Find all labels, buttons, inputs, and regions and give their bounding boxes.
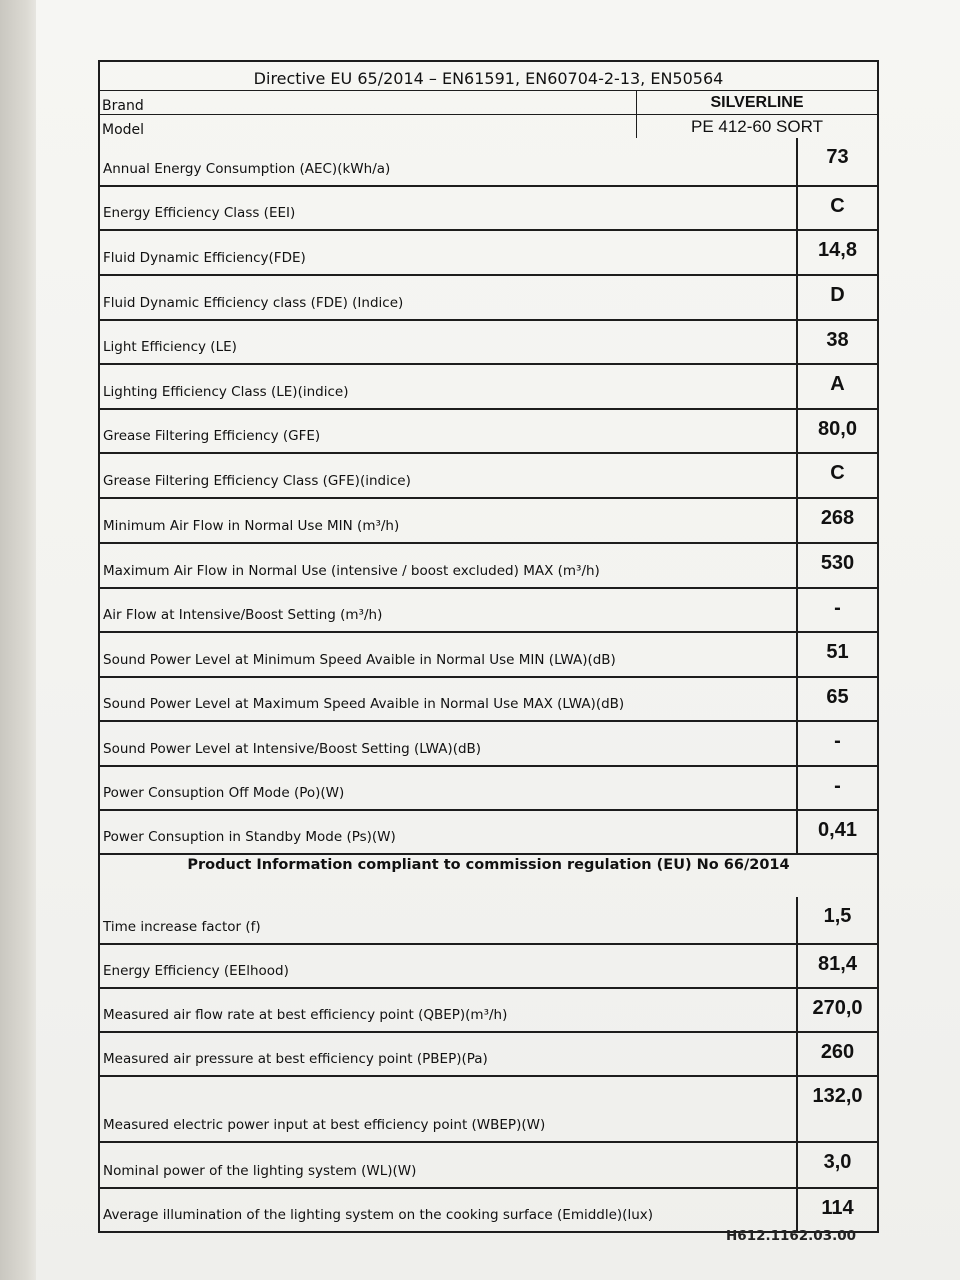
row-value: C (830, 462, 845, 484)
table-row (100, 274, 877, 319)
table-row (100, 1141, 877, 1187)
row-value: - (834, 730, 841, 752)
row-value: 3,0 (823, 1151, 852, 1173)
row-label: Lighting Efficiency Class (LE)(indice) (100, 365, 798, 408)
row-value: 270,0 (812, 997, 863, 1019)
row-value: C (830, 195, 845, 217)
row-value: 530 (820, 552, 855, 574)
table-row (100, 809, 877, 853)
brand-value: SILVERLINE (710, 93, 804, 111)
row-value: 1,5 (823, 905, 852, 927)
table-row (100, 897, 877, 943)
table-row (100, 943, 877, 987)
table-row (100, 497, 877, 542)
table-row (100, 1031, 877, 1075)
model-row (100, 114, 877, 138)
row-label: Power Consuption in Standby Mode (Ps)(W) (100, 811, 798, 853)
row-value: - (834, 775, 841, 797)
row-value: 51 (826, 641, 849, 663)
row-label: Time increase factor (f) (100, 897, 798, 943)
row-value: 260 (820, 1041, 855, 1063)
table-row (100, 631, 877, 676)
row-value: 38 (826, 329, 849, 351)
row-value: D (830, 284, 845, 306)
row-label: Measured air flow rate at best efficiency point (QBEP)(m³/h) (100, 989, 798, 1031)
row-label: Measured air pressure at best efficiency point (PBEP)(Pa) (100, 1033, 798, 1075)
row-label: Fluid Dynamic Efficiency(FDE) (100, 231, 798, 274)
row-value: - (834, 597, 841, 619)
row-value: A (830, 373, 845, 395)
row-value: 132,0 (812, 1085, 863, 1107)
row-label: Nominal power of the lighting system (WL)(W) (100, 1143, 798, 1187)
row-value: 65 (826, 686, 849, 708)
row-label: Sound Power Level at Minimum Speed Avaible in Normal Use MIN (LWA)(dB) (100, 633, 798, 676)
brand-label: Brand (100, 91, 637, 114)
table-row (100, 229, 877, 274)
row-label: Average illumination of the lighting system on the cooking surface (Emiddle)(lux) (100, 1189, 798, 1231)
table-row (100, 720, 877, 765)
row-label: Grease Filtering Efficiency (GFE) (100, 410, 798, 452)
row-value: 73 (826, 146, 849, 168)
row-value: 14,8 (818, 239, 857, 261)
row-value: 80,0 (818, 418, 857, 440)
directive-title: Directive EU 65/2014 – EN61591, EN60704-2-13, EN50564 (253, 69, 724, 88)
row-label: Grease Filtering Efficiency Class (GFE)(indice) (100, 454, 798, 497)
table-row (100, 587, 877, 631)
row-label: Power Consuption Off Mode (Po)(W) (100, 767, 798, 809)
row-label: Measured electric power input at best efficiency point (WBEP)(W) (100, 1077, 798, 1141)
document-code: H612.1162.03.00 (726, 1228, 857, 1244)
row-label: Light Efficiency (LE) (100, 321, 798, 363)
table-row (100, 452, 877, 497)
table-row (100, 1187, 877, 1231)
row-label: Maximum Air Flow in Normal Use (intensive / boost excluded) MAX (m³/h) (100, 544, 798, 587)
table-row (100, 138, 877, 185)
model-value: PE 412-60 SORT (691, 116, 823, 136)
row-value: 0,41 (818, 819, 857, 841)
table-row (100, 408, 877, 452)
row-value: 81,4 (818, 953, 857, 975)
section-title: Product Information compliant to commission regulation (EU) No 66/2014 (100, 853, 877, 897)
table-row (100, 676, 877, 720)
table-row (100, 185, 877, 229)
table-row (100, 987, 877, 1031)
row-label: Sound Power Level at Maximum Speed Avaible in Normal Use MAX (LWA)(dB) (100, 678, 798, 720)
product-info-table (98, 60, 879, 1233)
model-label: Model (100, 115, 637, 138)
row-label: Fluid Dynamic Efficiency class (FDE) (Indice) (100, 276, 798, 319)
table-row (100, 319, 877, 363)
brand-row (100, 90, 877, 114)
row-label: Sound Power Level at Intensive/Boost Setting (LWA)(dB) (100, 722, 798, 765)
table-row (100, 542, 877, 587)
row-label: Energy Efficiency (EElhood) (100, 945, 798, 987)
row-label: Energy Efficiency Class (EEI) (100, 187, 798, 229)
table-row (100, 765, 877, 809)
row-value: 268 (820, 507, 855, 529)
background-edge (0, 0, 38, 1280)
row-value: 114 (821, 1197, 854, 1219)
row-label: Air Flow at Intensive/Boost Setting (m³/h) (100, 589, 798, 631)
row-label: Annual Energy Consumption (AEC)(kWh/a) (100, 138, 798, 185)
table-row (100, 363, 877, 408)
row-label: Minimum Air Flow in Normal Use MIN (m³/h) (100, 499, 798, 542)
table-row (100, 1075, 877, 1141)
